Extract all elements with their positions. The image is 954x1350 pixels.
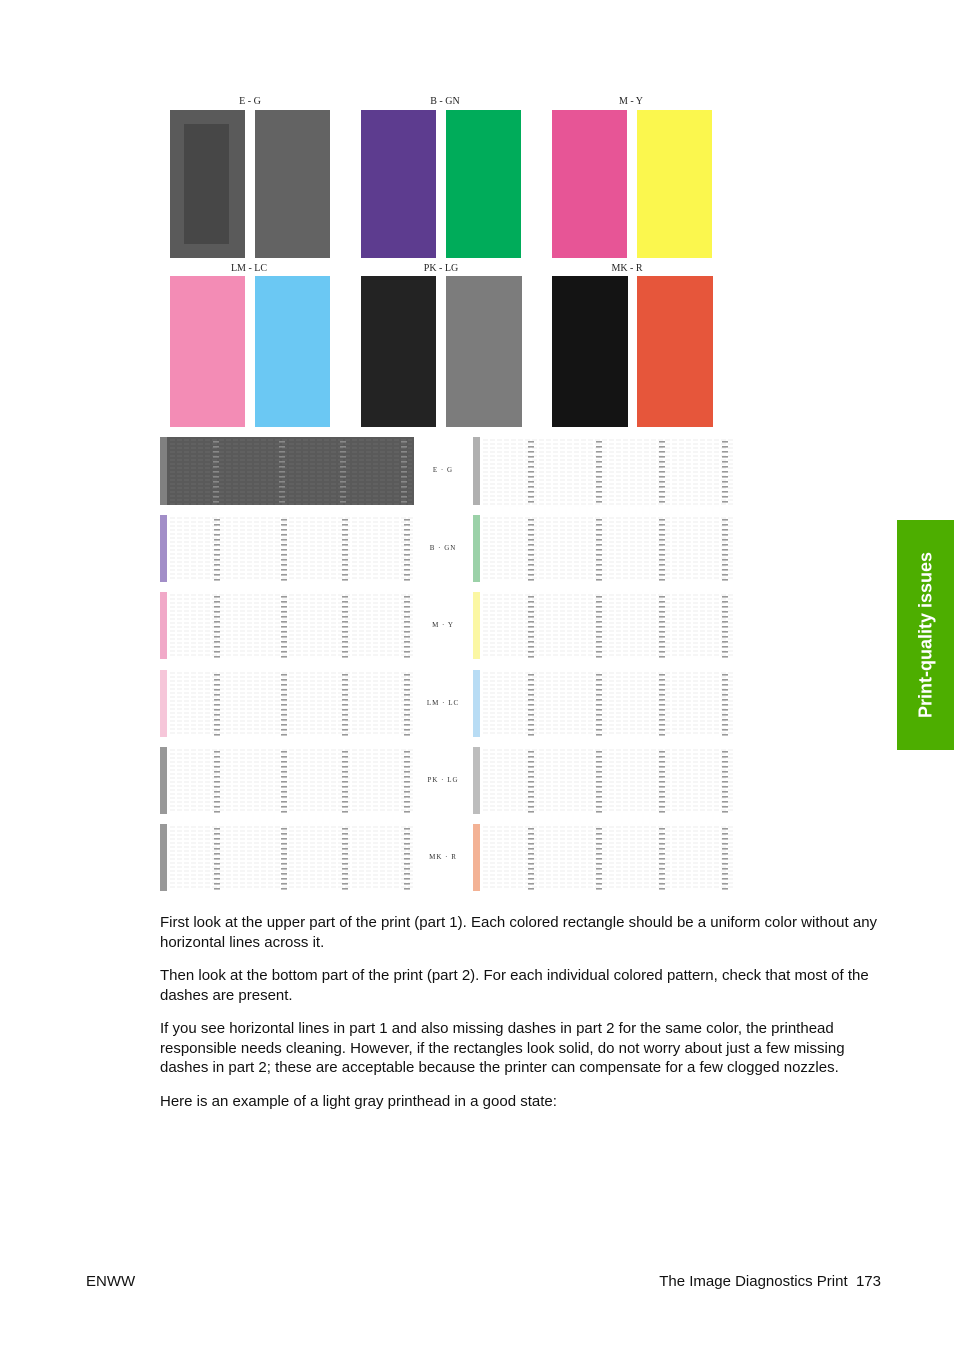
dash-pattern [160, 670, 417, 737]
swatch-mk [552, 276, 628, 427]
dash-pattern [160, 592, 417, 659]
swatch-lc [255, 276, 330, 427]
dash-pattern [160, 515, 417, 582]
paragraph-part1: First look at the upper part of the print (part 1). Each colored rectangle should be a uniform color without any horizontal lines across it. [160, 914, 878, 951]
chapter-tab-label: Print-quality issues [915, 551, 935, 719]
pattern-left-4 [160, 670, 417, 737]
pattern-row-label: E · G [432, 466, 454, 474]
dash-pattern [473, 747, 735, 814]
pattern-row-label: LM · LC [426, 699, 460, 707]
swatch-gn [446, 110, 521, 258]
dash-pattern [473, 824, 735, 891]
pair-label-pk-lg: PK - LG [423, 263, 459, 274]
pattern-right-5 [473, 747, 735, 814]
swatch-lm [170, 276, 245, 427]
pattern-left-2 [160, 515, 417, 582]
dash-pattern [473, 515, 735, 582]
pattern-left-5 [160, 747, 417, 814]
dash-pattern [160, 824, 417, 891]
swatch-e-inner [184, 124, 229, 244]
dash-pattern [473, 670, 735, 737]
pattern-row-label: M · Y [432, 621, 454, 629]
pattern-left-1 [160, 437, 414, 505]
pattern-right-2 [473, 515, 735, 582]
paragraph-example: Here is an example of a light gray printhead in a good state: [160, 1093, 557, 1110]
chapter-tab [897, 520, 954, 750]
pattern-left-6 [160, 824, 417, 891]
pair-label-b-gn: B - GN [430, 96, 460, 107]
swatch-lg [446, 276, 522, 427]
pattern-row-label: PK · LG [427, 776, 459, 784]
dash-pattern [473, 592, 735, 659]
pair-label-mk-r: MK - R [611, 263, 643, 274]
pattern-row-label: MK · R [429, 853, 457, 861]
paragraph-cleaning: If you see horizontal lines in part 1 and also missing dashes in part 2 for the same color, the printhead responsible needs cleaning. However, if the rectangles look solid, do not worry about just a few missing dashes in part 2; these are acceptable because the printer can compensate for a few clogged nozzles. [160, 1020, 845, 1076]
swatch-y [637, 110, 712, 258]
pattern-right-3 [473, 592, 735, 659]
swatch-pk [361, 276, 436, 427]
swatch-g [255, 110, 330, 258]
pattern-left-3 [160, 592, 417, 659]
paragraph-part2: Then look at the bottom part of the print (part 2). For each individual colored pattern, check that most of the dashes are present. [160, 967, 869, 1004]
pair-label-m-y: M - Y [618, 96, 644, 107]
swatch-m [552, 110, 627, 258]
pattern-right-6 [473, 824, 735, 891]
pattern-right-1 [473, 437, 735, 505]
footer-right [659, 1273, 881, 1290]
pattern-row-label: B · GN [429, 544, 457, 552]
footer-title: The Image Diagnostics Print [659, 1273, 848, 1290]
pair-label-e-g: E - G [239, 96, 261, 107]
pair-label-lm-lc: LM - LC [230, 263, 268, 274]
dash-pattern [473, 437, 735, 505]
footer-left: ENWW [86, 1273, 136, 1290]
page-number: 173 [855, 1273, 881, 1290]
swatch-b [361, 110, 436, 258]
dash-pattern [160, 437, 414, 505]
pattern-right-4 [473, 670, 735, 737]
swatch-r [637, 276, 713, 427]
dash-pattern [160, 747, 417, 814]
